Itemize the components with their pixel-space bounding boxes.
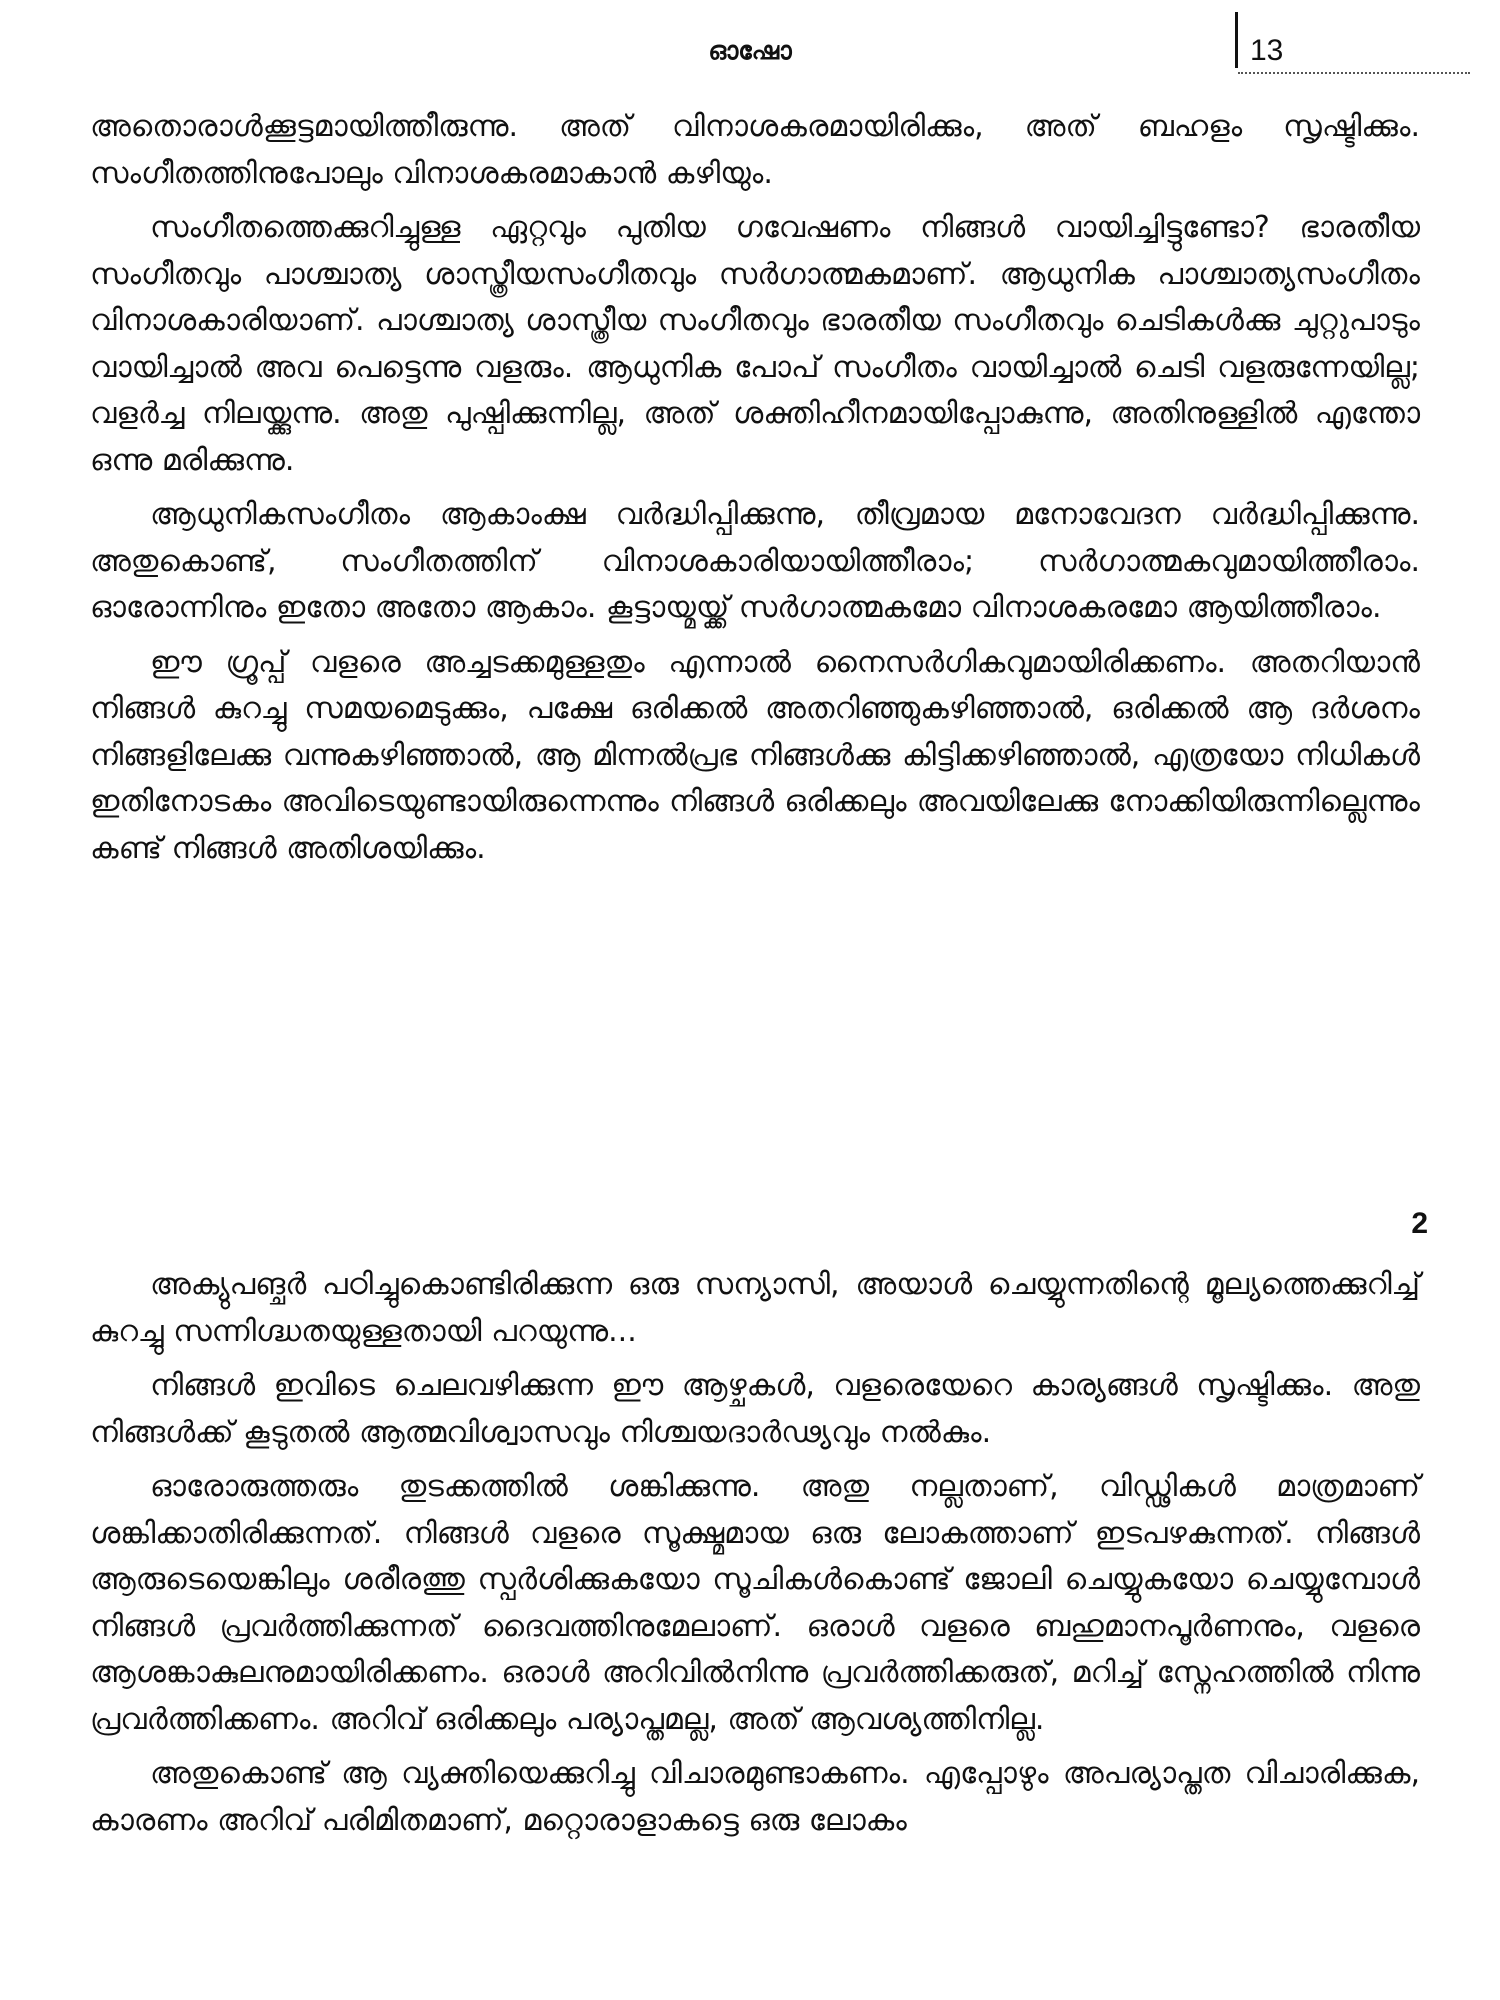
paragraph: ആധുനികസംഗീതം ആകാംക്ഷ വർദ്ധിപ്പിക്കുന്നു, തീവ്രമായ മനോവേദന വർദ്ധിപ്പിക്കുന്നു. അതുകൊണ്ട്, സംഗീതത്തിന് വിനാശകാരിയായിത്തീരാം; സർഗാത്മകവുമായിത്തീരാം. ഓരോന്നിനും ഇതോ അതോ ആകാം. കൂട്ടായ്മയ്ക്ക് സർഗാത്മകമോ വിനാശകരമോ ആയിത്തീരാം. — [90, 497, 1420, 625]
paragraph: സംഗീതത്തെക്കുറിച്ചുള്ള ഏറ്റവും പുതിയ ഗവേഷണം നിങ്ങൾ വായിച്ചിട്ടുണ്ടോ? ഭാരതീയ സംഗീതവും പാശ്ചാത്യ ശാസ്ത്രീയസംഗീതവും സർഗാത്മകമാണ്. ആധുനിക പാശ്ചാത്യസംഗീതം വിനാശകാരിയാണ്. പാശ്ചാത്യ ശാസ്ത്രീയ സംഗീതവും ഭാരതീയ സംഗീതവും ചെടികൾക്കു ചുറ്റുപാടും വായിച്ചാൽ അവ പെട്ടെന്നു വളരും. ആധുനിക പോപ് സംഗീതം വായിച്ചാൽ ചെടി വളരുന്നേയില്ല; വളർച്ച നിലയ്ക്കുന്നു. അതു പുഷ്പിക്കുന്നില്ല, അത് ശക്തിഹീനമായിപ്പോകുന്നു, അതിനുള്ളിൽ എന്തോ ഒന്നു മരിക്കുന്നു. — [90, 210, 1420, 478]
paragraph: ഓരോരുത്തരും തുടക്കത്തിൽ ശങ്കിക്കുന്നു. അതു നല്ലതാണ്, വിഡ്ഢികൾ മാത്രമാണ് ശങ്കിക്കാതിരിക്കുന്നത്. നിങ്ങൾ വളരെ സൂക്ഷ്മമായ ഒരു ലോകത്താണ് ഇടപഴകുന്നത്. നിങ്ങൾ ആരുടെയെങ്കിലും ശരീരത്തു സ്പർശിക്കുകയോ സൂചികൾകൊണ്ട് ജോലി ചെയ്യുകയോ ചെയ്യുമ്പോൾ നിങ്ങൾ പ്രവർത്തിക്കുന്നത് ദൈവത്തിനുമേലാണ്. ഒരാൾ വളരെ ബഹുമാനപൂർണനും, വളരെ ആശങ്കാകുലനുമായിരിക്കണം. ഒരാൾ അറിവിൽനിന്നു പ്രവർത്തിക്കരുത്, മറിച്ച് സ്നേഹത്തിൽ നിന്നു പ്രവർത്തിക്കണം. അറിവ് ഒരിക്കലും പര്യാപ്തമല്ല, അത് ആവശ്യത്തിനില്ല. — [90, 1469, 1420, 1737]
paragraph: അതൊരാൾക്കൂട്ടമായിത്തീരുന്നു. അത് വിനാശകരമായിരിക്കും, അത് ബഹളം സൃഷ്ടിക്കും. സംഗീതത്തിനുപോലും വിനാശകരമാകാൻ കഴിയും. — [90, 109, 1420, 191]
section-intro: അക്യുപങ്ചർ പഠിച്ചുകൊണ്ടിരിക്കുന്ന ഒരു സന്യാസി, അയാൾ ചെയ്യുന്നതിന്റെ മൂല്യത്തെക്കുറിച്ച് കുറച്ചു സന്നിഗ്ദ്ധതയുള്ളതായി പറയുന്നു... — [90, 1267, 1420, 1349]
running-header-title: ഓഷോ — [708, 36, 792, 65]
paragraph: അതുകൊണ്ട് ആ വ്യക്തിയെക്കുറിച്ചു വിചാരമുണ്ടാകണം. എപ്പോഴും അപര്യാപ്തത വിചാരിക്കുക, കാരണം അറിവ് പരിമിതമാണ്, മറ്റൊരാളാകട്ടെ ഒരു ലോകം — [90, 1756, 1420, 1838]
paragraph: നിങ്ങൾ ഇവിടെ ചെലവഴിക്കുന്ന ഈ ആഴ്ചകൾ, വളരെയേറെ കാര്യങ്ങൾ സൃഷ്ടിക്കും. അതു നിങ്ങൾക്ക് കൂടുതൽ ആത്മവിശ്വാസവും നിശ്ചയദാർഢ്യവും നൽകും. — [90, 1368, 1420, 1450]
section-number: 2 — [1411, 1207, 1428, 1240]
section-one-body — [90, 104, 1420, 880]
header-divider — [1235, 12, 1238, 68]
section-two-body — [90, 1262, 1420, 1852]
paragraph: ഈ ഗ്രൂപ്പ് വളരെ അച്ചടക്കമുള്ളതും എന്നാൽ നൈസർഗികവുമായിരിക്കണം. അതറിയാൻ നിങ്ങൾ കുറച്ചു സമയമെടുക്കും, പക്ഷേ ഒരിക്കൽ അതറിഞ്ഞുകഴിഞ്ഞാൽ, ഒരിക്കൽ ആ ദർശനം നിങ്ങളിലേക്കു വന്നുകഴിഞ്ഞാൽ, ആ മിന്നൽപ്രഭ നിങ്ങൾക്കു കിട്ടിക്കഴിഞ്ഞാൽ, എത്രയോ നിധികൾ ഇതിനോടകം അവിടെയുണ്ടായിരുന്നെന്നും നിങ്ങൾ ഒരിക്കലും അവയിലേക്കു നോക്കിയിരുന്നില്ലെന്നും കണ്ട് നിങ്ങൾ അതിശയിക്കും. — [90, 644, 1420, 866]
page-number-underline — [1238, 72, 1470, 74]
page-number: 13 — [1250, 34, 1284, 67]
